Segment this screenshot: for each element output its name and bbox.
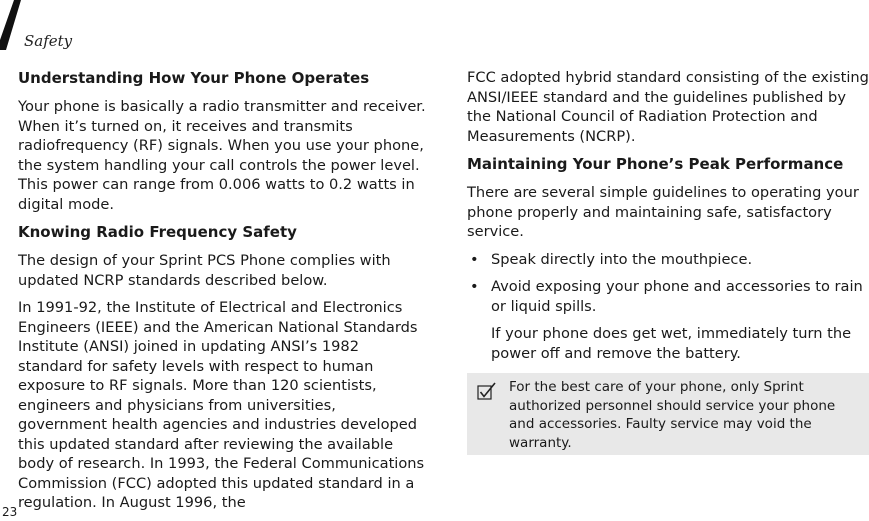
paragraph-phone-operates: Your phone is basically a radio transmitter and receiver. When it’s turned on, it receives and transmits radiofrequency (RF) signals. When you use your phone, the system handling your call controls the power level. This power can range from 0.006 watts to 0.2 watts in digital mode. — [18, 98, 426, 213]
guidelines-list — [467, 250, 869, 317]
paragraph-fcc-continued: FCC adopted hybrid standard consisting of the existing ANSI/IEEE standard and the guidelines published by the National Council of Radiation Protection and Measurements (NCRP). — [467, 69, 869, 145]
paragraph-ncrp-compliance: The design of your Sprint PCS Phone complies with updated NCRP standards described below. — [18, 252, 391, 289]
checkbox-check-icon — [477, 382, 497, 400]
bullet-icon: • — [470, 278, 479, 295]
list-item-text: Speak directly into the mouthpiece. — [491, 250, 753, 268]
list-item-text: Avoid exposing your phone and accessories to rain or liquid spills. — [491, 278, 863, 315]
list-item — [467, 277, 869, 316]
paragraph-guidelines-intro: There are several simple guidelines to operating your phone properly and maintaining safe, satisfactory service. — [467, 184, 859, 240]
note-text: For the best care of your phone, only Sprint authorized personnel should service your phone and accessories. Faulty service may void the warranty. — [509, 379, 836, 451]
note-box — [467, 373, 869, 455]
right-column — [467, 68, 869, 455]
bullet-icon: • — [470, 250, 479, 268]
left-column — [18, 68, 426, 521]
page-number: 23 — [2, 505, 18, 519]
heading-rf-safety: Knowing Radio Frequency Safety — [18, 223, 297, 241]
list-item — [467, 250, 869, 270]
paragraph-ieee-history: In 1991-92, the Institute of Electrical and Electronics Engineers (IEEE) and the American National Standards Institute (ANSI) joined in updating ANSI’s 1982 standard for safety levels with respect to human exposure to RF signals. More than 120 scientists, engineers and physicians from universities, government health agencies and industries developed this updated standard after reviewing the available body of research. In 1993, the Federal Communications Commission (FCC) adopted this updated standard in a regulation. In August 1996, the — [18, 299, 425, 511]
heading-phone-operates: Understanding How Your Phone Operates — [18, 69, 370, 87]
paragraph-wet-phone: If your phone does get wet, immediately turn the power off and remove the battery. — [491, 325, 852, 362]
page-header-title: Safety — [24, 32, 73, 50]
header-accent-bar — [0, 0, 22, 50]
heading-peak-performance: Maintaining Your Phone’s Peak Performance — [467, 155, 844, 173]
